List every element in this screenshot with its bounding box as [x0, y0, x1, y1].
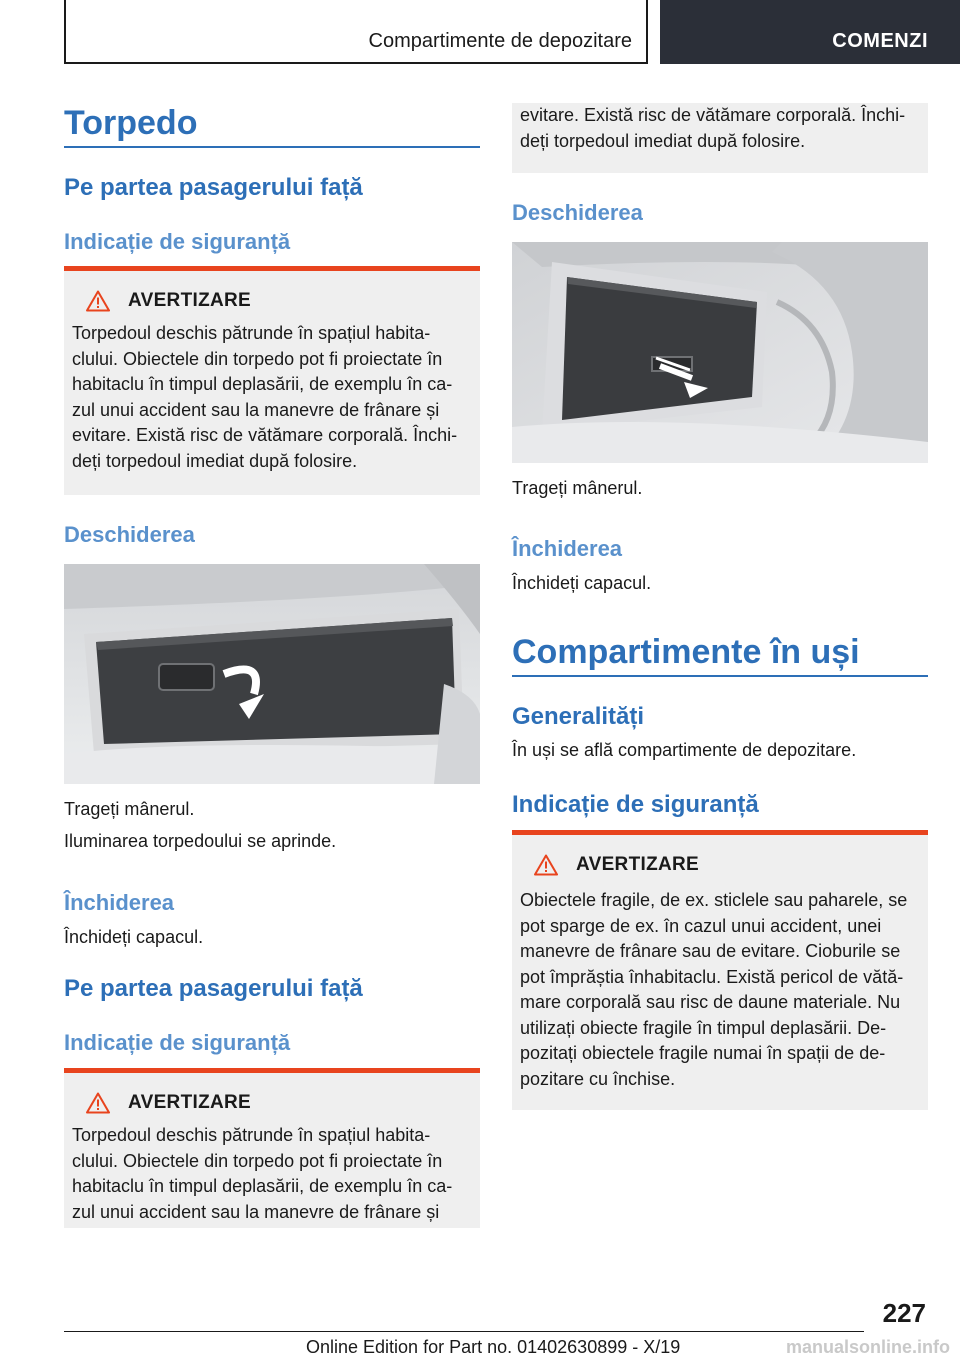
warning-bar-3 [512, 830, 928, 835]
warning-triangle-icon [534, 854, 558, 876]
title-rule [64, 146, 480, 148]
close-step-text: Închideți capacul. [64, 927, 204, 947]
open-step-text: Trageți mânerul. [64, 799, 195, 819]
general-heading: Generalități [512, 703, 645, 730]
closing-heading: Închiderea [64, 890, 175, 915]
warning-text-continued: evitare. Există risc de vătămare corporală. Închi- deți torpedoul imediat după folosire. [520, 105, 906, 151]
page-title: Torpedo [64, 104, 198, 142]
title-rule-2 [512, 675, 928, 677]
watermark-brand: manualsonline.info [785, 1337, 950, 1357]
warning-text-3: Obiectele fragile, de ex. sticlele sau paharele, se pot sparge de ex. în cazul unui accident, unei manevre de frânare sau de evitare. Cioburile se pot împrăștia înhabitaclu. Există pericol de vătă- mare corporală sau risc de daune materiale. Nu utilizați obiecte fragile în timpul deplasării. De- pozitați obiectele fragile numai în spații de de- pozitare cu închise. [520, 890, 908, 1089]
glovebox-photo [64, 564, 480, 784]
warning-bar [64, 266, 480, 271]
subheading-front-passenger: Pe partea pasagerului față [64, 174, 363, 201]
header-section-box [64, 0, 648, 64]
glovebox-illustration [64, 564, 480, 784]
safety-heading-2: Indicație de siguranță [64, 1030, 291, 1055]
safety-heading: Indicație de siguranță [64, 229, 291, 254]
warning-label: AVERTIZARE [128, 290, 251, 311]
header-chapter-tab [660, 0, 960, 64]
warning-box [64, 266, 480, 495]
warning-text: Torpedoul deschis pătrunde în spațiul habita- clului. Obiectele din torpedo pot fi proiectate în habitaclu în timpul deplasării, de exemplu în ca- zul unui accident sau la manevre de frânare și evitare. Există risc de vătămare corporală. Închi- deți torpedoul imediat după folosire. [72, 323, 458, 471]
warning-label-3: AVERTIZARE [576, 854, 699, 875]
warning-text-2: Torpedoul deschis pătrunde în spațiul habita- clului. Obiectele din torpedo pot fi proiectate în habitaclu în timpul deplasării, de exemplu în ca- zul unui accident sau la manevre de frânare și [72, 1125, 453, 1222]
open-step-text-2: Trageți mânerul. [512, 478, 643, 498]
warning-triangle-icon [86, 1092, 110, 1114]
glovebox-photo-2 [512, 242, 928, 463]
glovebox-illustration-2 [512, 242, 928, 463]
warning-bar-2 [64, 1068, 480, 1073]
footer-rule [64, 1331, 864, 1332]
door-compartments-title: Compartimente în uși [512, 633, 860, 671]
safety-heading-3: Indicație de siguranță [512, 791, 759, 818]
opening-heading-2: Deschiderea [512, 200, 643, 225]
page-number: 227 [882, 1298, 926, 1328]
warning-box-2 [64, 1068, 480, 1228]
warning-label-2: AVERTIZARE [128, 1092, 251, 1113]
header-section-title: Compartimente de depozitare [368, 30, 632, 52]
subheading-front-passenger-2: Pe partea pasagerului față [64, 975, 363, 1002]
warning-box-3 [512, 830, 928, 1110]
edition-text: Online Edition for Part no. 01402630899 - X/19 [306, 1337, 681, 1357]
general-text: În uși se află compartimente de depozitare. [512, 740, 857, 760]
closing-heading-2: Închiderea [512, 536, 623, 561]
warning-box-continued [512, 103, 928, 173]
header-chapter-label: COMENZI [832, 30, 928, 52]
opening-heading: Deschiderea [64, 522, 195, 547]
light-note-text: Iluminarea torpedoului se aprinde. [64, 831, 337, 851]
close-step-text-2: Închideți capacul. [512, 573, 652, 593]
warning-triangle-icon [86, 290, 110, 312]
